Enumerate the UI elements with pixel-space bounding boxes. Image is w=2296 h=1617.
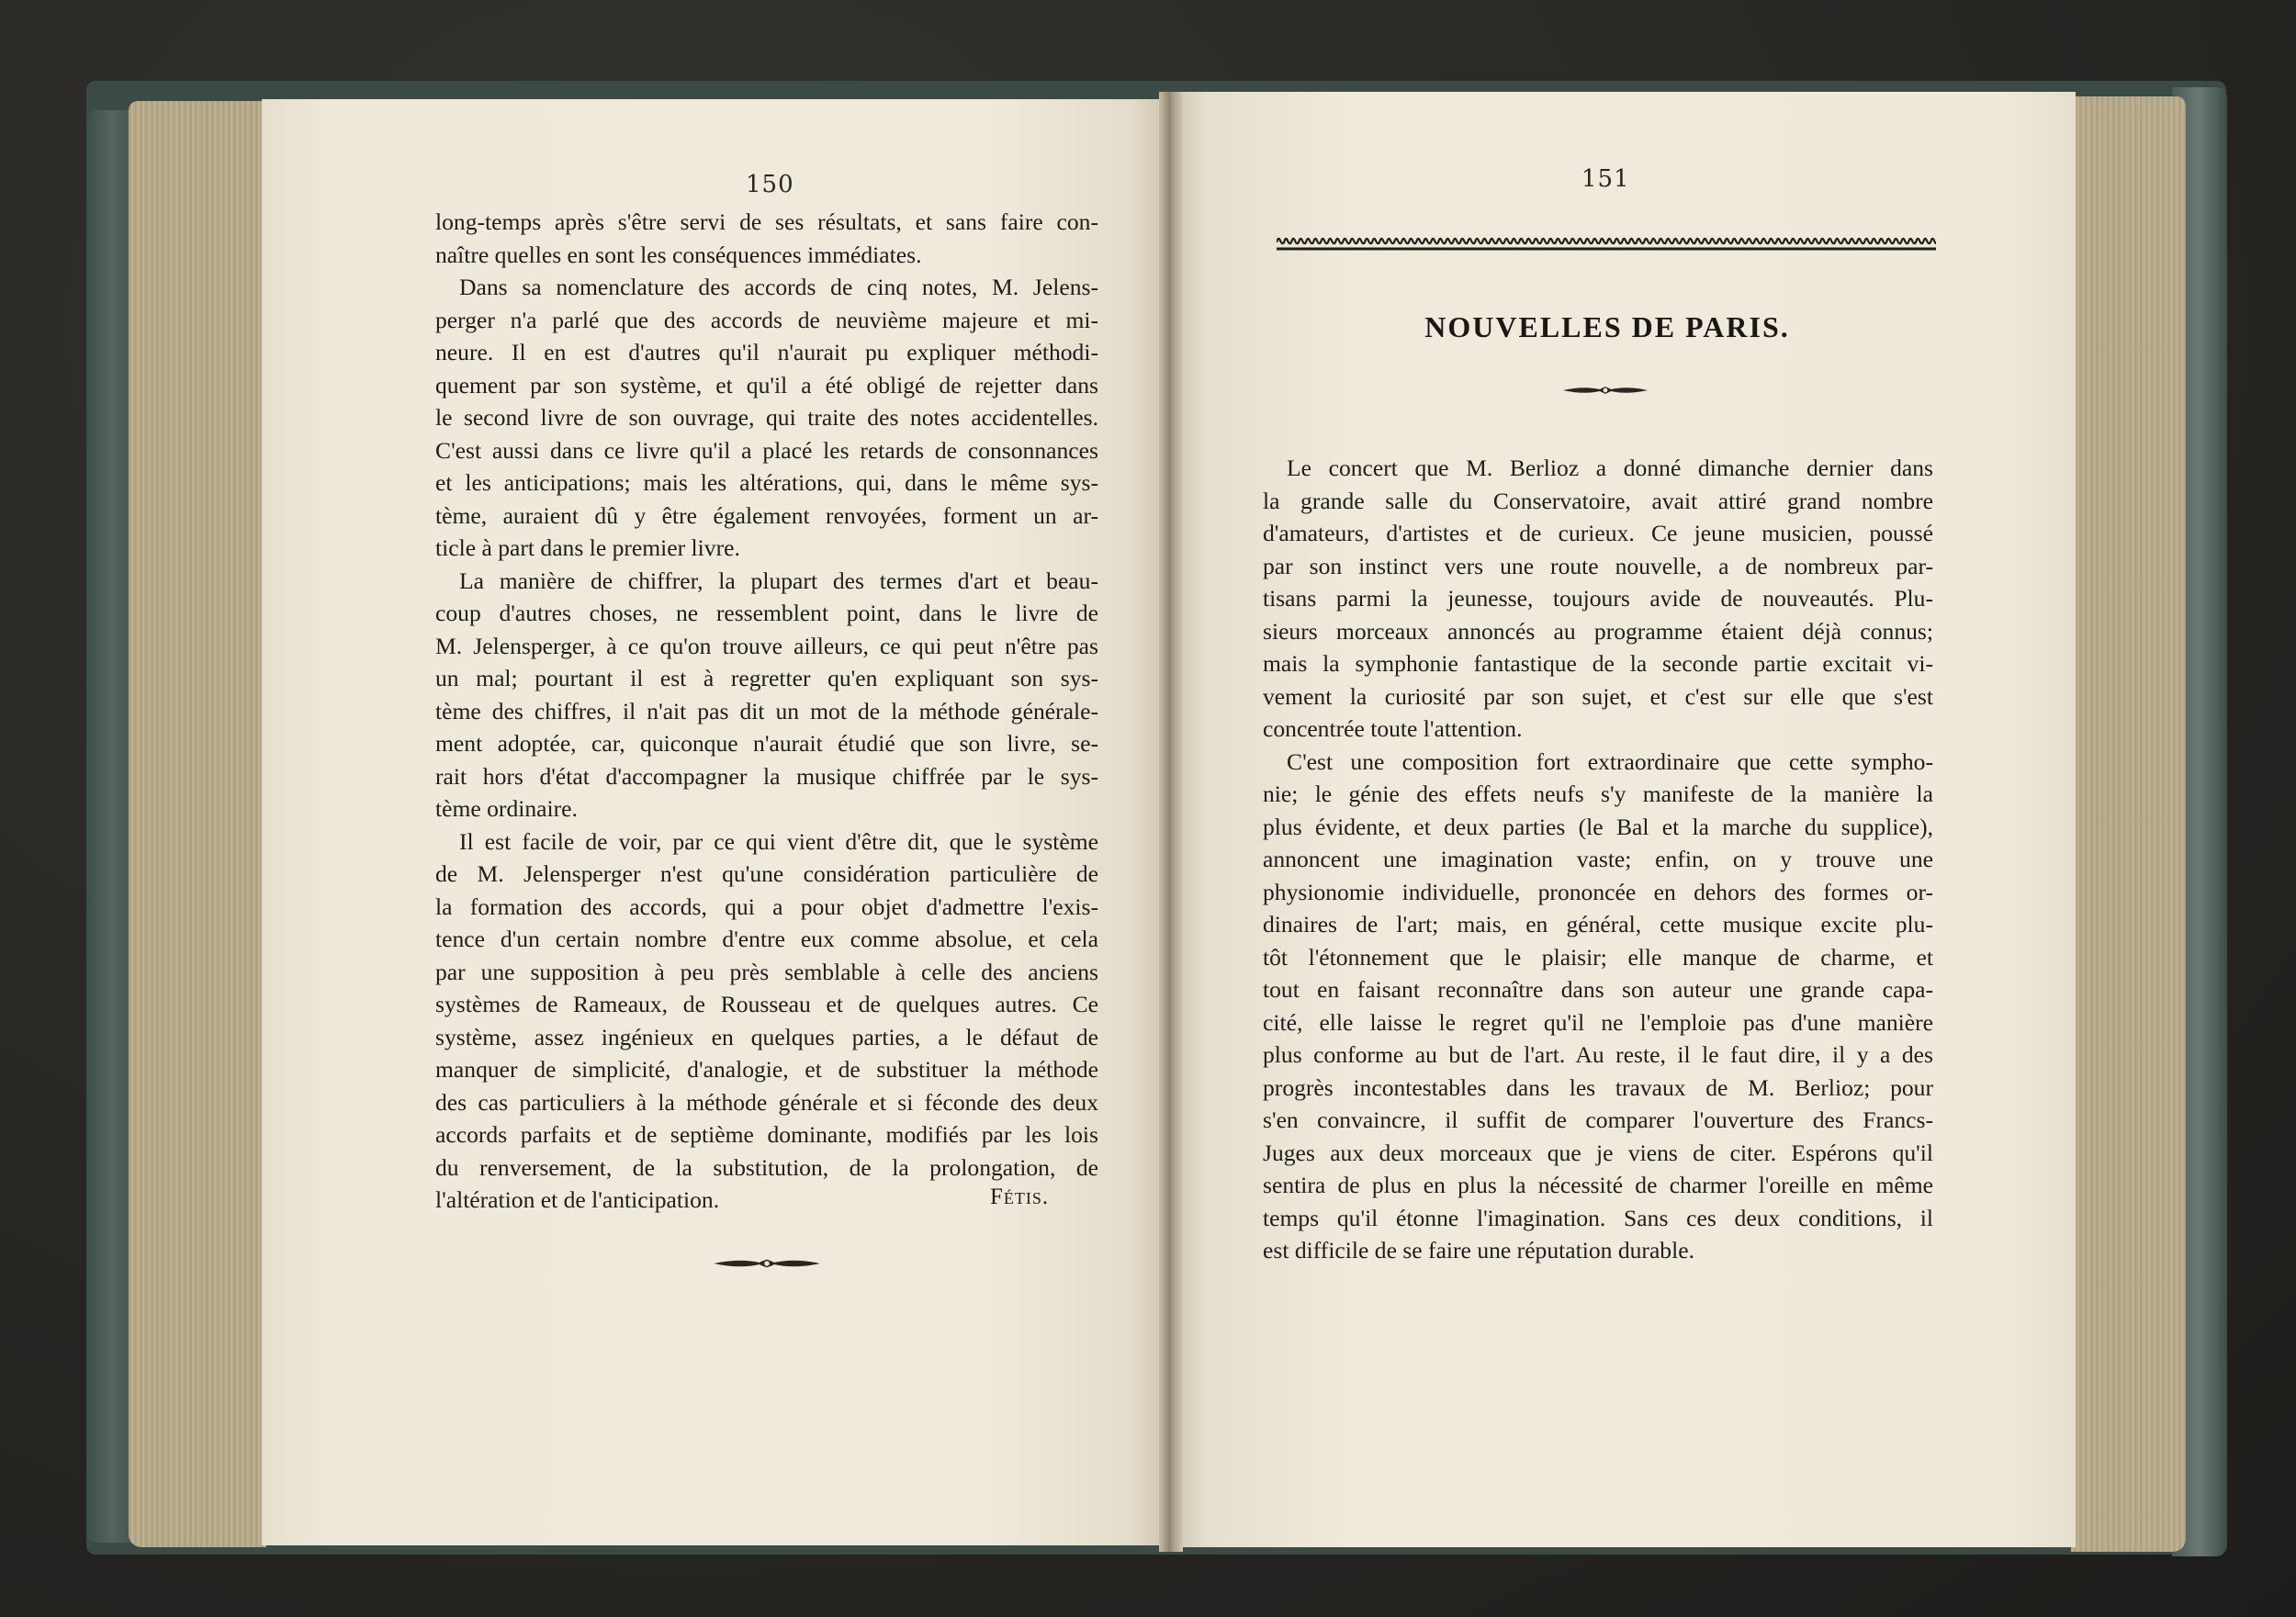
- text-line: sieurs morceaux annoncés au programme étaient déjà connus;: [1263, 617, 1933, 645]
- text-line: est difficile de se faire une réputation durable.: [1263, 1237, 1694, 1263]
- text-line: La manière de chiffrer, la plupart des termes d'art et beau-: [459, 567, 1098, 594]
- text-line: manquer de simplicité, d'analogie, et de substituer la méthode: [435, 1056, 1098, 1083]
- text-line: l'altération et de l'anticipation.: [435, 1186, 720, 1213]
- left-page-number: 150: [746, 171, 794, 198]
- text-line: temps qu'il étonne l'imagination. Sans ces deux conditions, il: [1263, 1204, 1933, 1231]
- text-line: tème ordinaire.: [435, 795, 578, 822]
- right-page-edges: [2071, 96, 2186, 1552]
- text-line: M. Jelensperger, à ce qu'on trouve ailleurs, ce qui peut n'être pas: [435, 632, 1098, 659]
- text-line: le second livre de son ouvrage, qui traite des notes accidentelles.: [435, 404, 1098, 431]
- text-line: vement la curiosité par son sujet, et c'est sur elle que s'est: [1263, 682, 1933, 710]
- text-line: progrès incontestables dans les travaux de M. Berlioz; pour: [1263, 1073, 1933, 1101]
- title-ornament-icon: [1561, 384, 1649, 397]
- text-line: perger n'a parlé que des accords de neuvième majeure et mi-: [435, 306, 1098, 333]
- text-line: par une supposition à peu près semblable à celle des anciens: [435, 958, 1098, 985]
- text-line: Dans sa nomenclature des accords de cinq notes, M. Jelens-: [459, 274, 1098, 300]
- text-line: annoncent une imagination vaste; enfin, on y trouve une: [1263, 846, 1933, 872]
- author-signature: Fétis.: [990, 1185, 1050, 1209]
- text-line: par son instinct vers une route nouvelle, a de nombreux par-: [1263, 552, 1933, 579]
- text-line: mais la symphonie fantastique de la seconde partie excitait vi-: [1263, 650, 1933, 677]
- text-line: tence d'un certain nombre d'entre eux comme absolue, et cela: [435, 926, 1098, 952]
- text-line: Il est facile de voir, par ce qui vient d'être dit, que le système: [459, 827, 1098, 855]
- text-line: s'en convaincre, il suffit de comparer l'ouverture des Francs-: [1263, 1106, 1933, 1133]
- text-line: accords parfaits et de septième dominante, modifiés par les lois: [435, 1121, 1098, 1148]
- text-line: nie; le génie des effets neufs s'y manifeste de la manière la: [1263, 780, 1933, 807]
- left-page-text: [435, 206, 1098, 1217]
- text-line: C'est aussi dans ce livre qu'il a placé les retards de consonnances: [435, 436, 1098, 464]
- text-line: dinaires de l'art; mais, en général, cette musique excite plu-: [1263, 911, 1933, 938]
- text-line: quement par son système, et qu'il a été obligé de rejetter dans: [435, 371, 1098, 399]
- text-line: coup d'autres choses, ne ressemblent point, dans le livre de: [435, 600, 1098, 626]
- text-line: plus évidente, et deux parties (le Bal et la marche du supplice),: [1263, 813, 1933, 840]
- text-line: des cas particuliers à la méthode générale et si féconde des deux: [435, 1088, 1098, 1116]
- text-line: tout en faisant reconnaître dans son auteur une grande capa-: [1263, 976, 1933, 1003]
- text-line: neure. Il en est d'autres qu'il n'aurait pu expliquer méthodi-: [435, 339, 1098, 365]
- text-line: cité, elle laisse le regret qu'il ne l'emploie pas d'une manière: [1263, 1008, 1933, 1036]
- left-page-edges: [129, 101, 266, 1547]
- text-line: de M. Jelensperger n'est qu'une considération particulière de: [435, 860, 1098, 887]
- text-line: naître quelles en sont les conséquences immédiates.: [435, 241, 922, 268]
- text-line: du renversement, de la substitution, de la prolongation, de: [435, 1153, 1098, 1181]
- text-line: long-temps après s'être servi de ses résultats, et sans faire con-: [435, 208, 1098, 235]
- text-line: concentrée toute l'attention.: [1263, 715, 1523, 742]
- section-title: NOUVELLES DE PARIS.: [1424, 310, 1790, 343]
- text-line: sentira de plus en plus la nécessité de charmer l'oreille en même: [1263, 1172, 1933, 1198]
- text-line: plus conforme au but de l'art. Au reste, il le faut dire, il y a des: [1263, 1041, 1933, 1068]
- text-line: physionomie individuelle, prononcée en dehors des formes or-: [1263, 878, 1933, 905]
- text-line: ment adoptée, car, quiconque n'aurait étudié que son livre, se-: [435, 730, 1098, 757]
- text-line: Juges aux deux morceaux que je viens de citer. Espérons qu'il: [1263, 1139, 1933, 1166]
- text-line: tôt l'étonnement que le plaisir; elle manque de charme, et: [1263, 943, 1933, 971]
- text-line: tème des chiffres, il n'ait pas dit un mot de la méthode générale-: [435, 697, 1098, 724]
- text-line: rait hors d'état d'accompagner la musique chiffrée par le sys-: [435, 762, 1098, 790]
- text-line: d'amateurs, d'artistes et de curieux. Ce jeune musicien, poussé: [1263, 520, 1933, 546]
- text-line: tème, auraient dû y être également renvoyées, forment un ar-: [435, 501, 1098, 529]
- wavy-rule-icon: [1277, 235, 1936, 252]
- text-line: et les anticipations; mais les altérations, qui, dans le même sys-: [435, 469, 1098, 496]
- text-line: ticle à part dans le premier livre.: [435, 534, 740, 561]
- end-ornament-icon: [712, 1256, 822, 1271]
- text-line: systèmes de Rameaux, de Rousseau et de quelques autres. Ce: [435, 991, 1098, 1017]
- text-line: un mal; pourtant il est à regretter qu'en expliquant son sys-: [435, 665, 1098, 691]
- text-line: Le concert que M. Berlioz a donné dimanche dernier dans: [1287, 455, 1933, 481]
- text-line: la grande salle du Conservatoire, avait attiré grand nombre: [1263, 487, 1933, 514]
- right-page-text: [1263, 452, 1933, 1267]
- text-line: C'est une composition fort extraordinaire que cette sympho-: [1287, 747, 1933, 775]
- right-page-number: 151: [1581, 165, 1630, 193]
- text-line: la formation des accords, qui a pour objet d'admettre l'exis-: [435, 893, 1098, 920]
- book-gutter: [1159, 92, 1183, 1552]
- text-line: système, assez ingénieux en quelques parties, a le défaut de: [435, 1023, 1098, 1050]
- text-line: tisans parmi la jeunesse, toujours avide de nouveautés. Plu-: [1263, 585, 1933, 612]
